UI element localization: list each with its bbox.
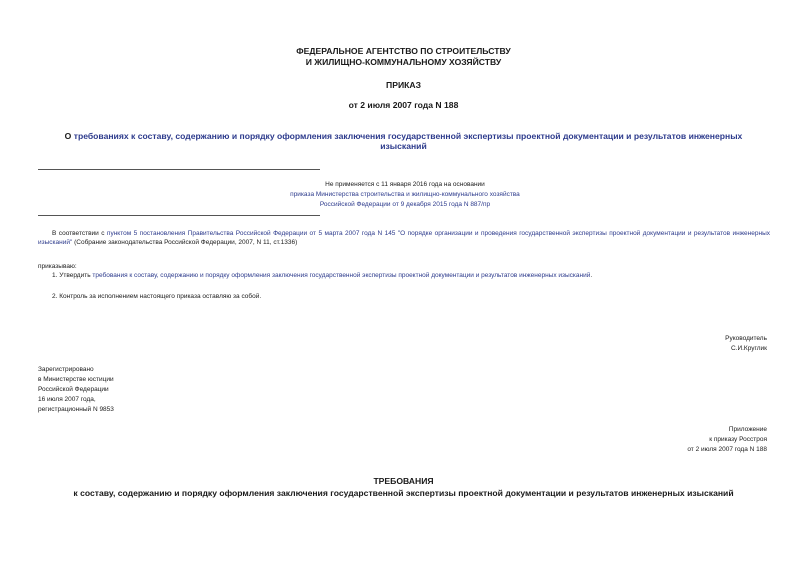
status-note-link-line2[interactable]: приказа Министерства строительства и жилищно-коммунального хозяйства bbox=[290, 191, 520, 198]
title-link[interactable]: требованиях к составу, содержанию и порядку оформления заключения государственной экспертизы проектной документации и результатов инженерных изысканий bbox=[73, 131, 743, 151]
status-note-line1: Не применяется с 11 января 2016 года на основании bbox=[325, 181, 485, 188]
title-prefix: О bbox=[64, 131, 74, 141]
divider-bottom bbox=[38, 215, 320, 216]
preamble-text-1: В соответствии с bbox=[52, 230, 107, 237]
registration-line4: 16 июля 2007 года, bbox=[38, 396, 96, 403]
document-date-number: от 2 июля 2007 года N 188 bbox=[348, 100, 459, 110]
registration-line2: в Министерстве юстиции bbox=[38, 376, 114, 383]
preamble-text-2: (Собрание законодательства Российской Федерации, 2007, N 11, ст.1336) bbox=[72, 239, 298, 246]
requirements-heading: ТРЕБОВАНИЯ bbox=[373, 476, 434, 486]
status-note-link-line3[interactable]: Российской Федерации от 9 декабря 2015 года N 887/пр bbox=[319, 201, 491, 208]
preamble bbox=[38, 229, 770, 247]
agency-name-line1: ФЕДЕРАЛЬНОЕ АГЕНТСТВО ПО СТРОИТЕЛЬСТВУ bbox=[296, 46, 511, 56]
document-title bbox=[50, 131, 757, 151]
preamble-link[interactable]: пунктом 5 постановления Правительства Российской Федерации от 5 марта 2007 года N 145 "О порядке организации и проведения государственной экспертизы проектной документации и результатов инженерных изысканий" bbox=[38, 230, 771, 246]
order-item-1 bbox=[52, 271, 772, 280]
registration-line3: Российской Федерации bbox=[38, 386, 109, 393]
item1-suffix: . bbox=[590, 272, 593, 279]
item1-prefix: 1. Утвердить bbox=[52, 272, 93, 279]
appendix-line3: от 2 июля 2007 года N 188 bbox=[687, 446, 767, 453]
agency-name-line2: И ЖИЛИЩНО-КОММУНАЛЬНОМУ ХОЗЯЙСТВУ bbox=[305, 57, 502, 67]
signature-role: Руководитель bbox=[725, 335, 767, 342]
appendix-line2: к приказу Росстроя bbox=[709, 436, 767, 443]
item1-link[interactable]: требования к составу, содержанию и порядку оформления заключения государственной экспертизы проектной документации и результатов инженерных изысканий bbox=[92, 272, 591, 279]
registration-line5: регистрационный N 9853 bbox=[38, 406, 114, 413]
requirements-subheading: к составу, содержанию и порядку оформления заключения государственной экспертизы проектной документации и результатов инженерных изысканий bbox=[73, 488, 734, 498]
order-word: приказываю: bbox=[38, 263, 77, 270]
order-item-2: 2. Контроль за исполнением настоящего приказа оставляю за собой. bbox=[52, 293, 262, 300]
document-type: ПРИКАЗ bbox=[386, 80, 421, 90]
signature-name: С.И.Круглик bbox=[730, 345, 767, 352]
divider-top bbox=[38, 169, 320, 170]
registration-line1: Зарегистрировано bbox=[38, 366, 94, 373]
appendix-line1: Приложение bbox=[728, 426, 767, 433]
